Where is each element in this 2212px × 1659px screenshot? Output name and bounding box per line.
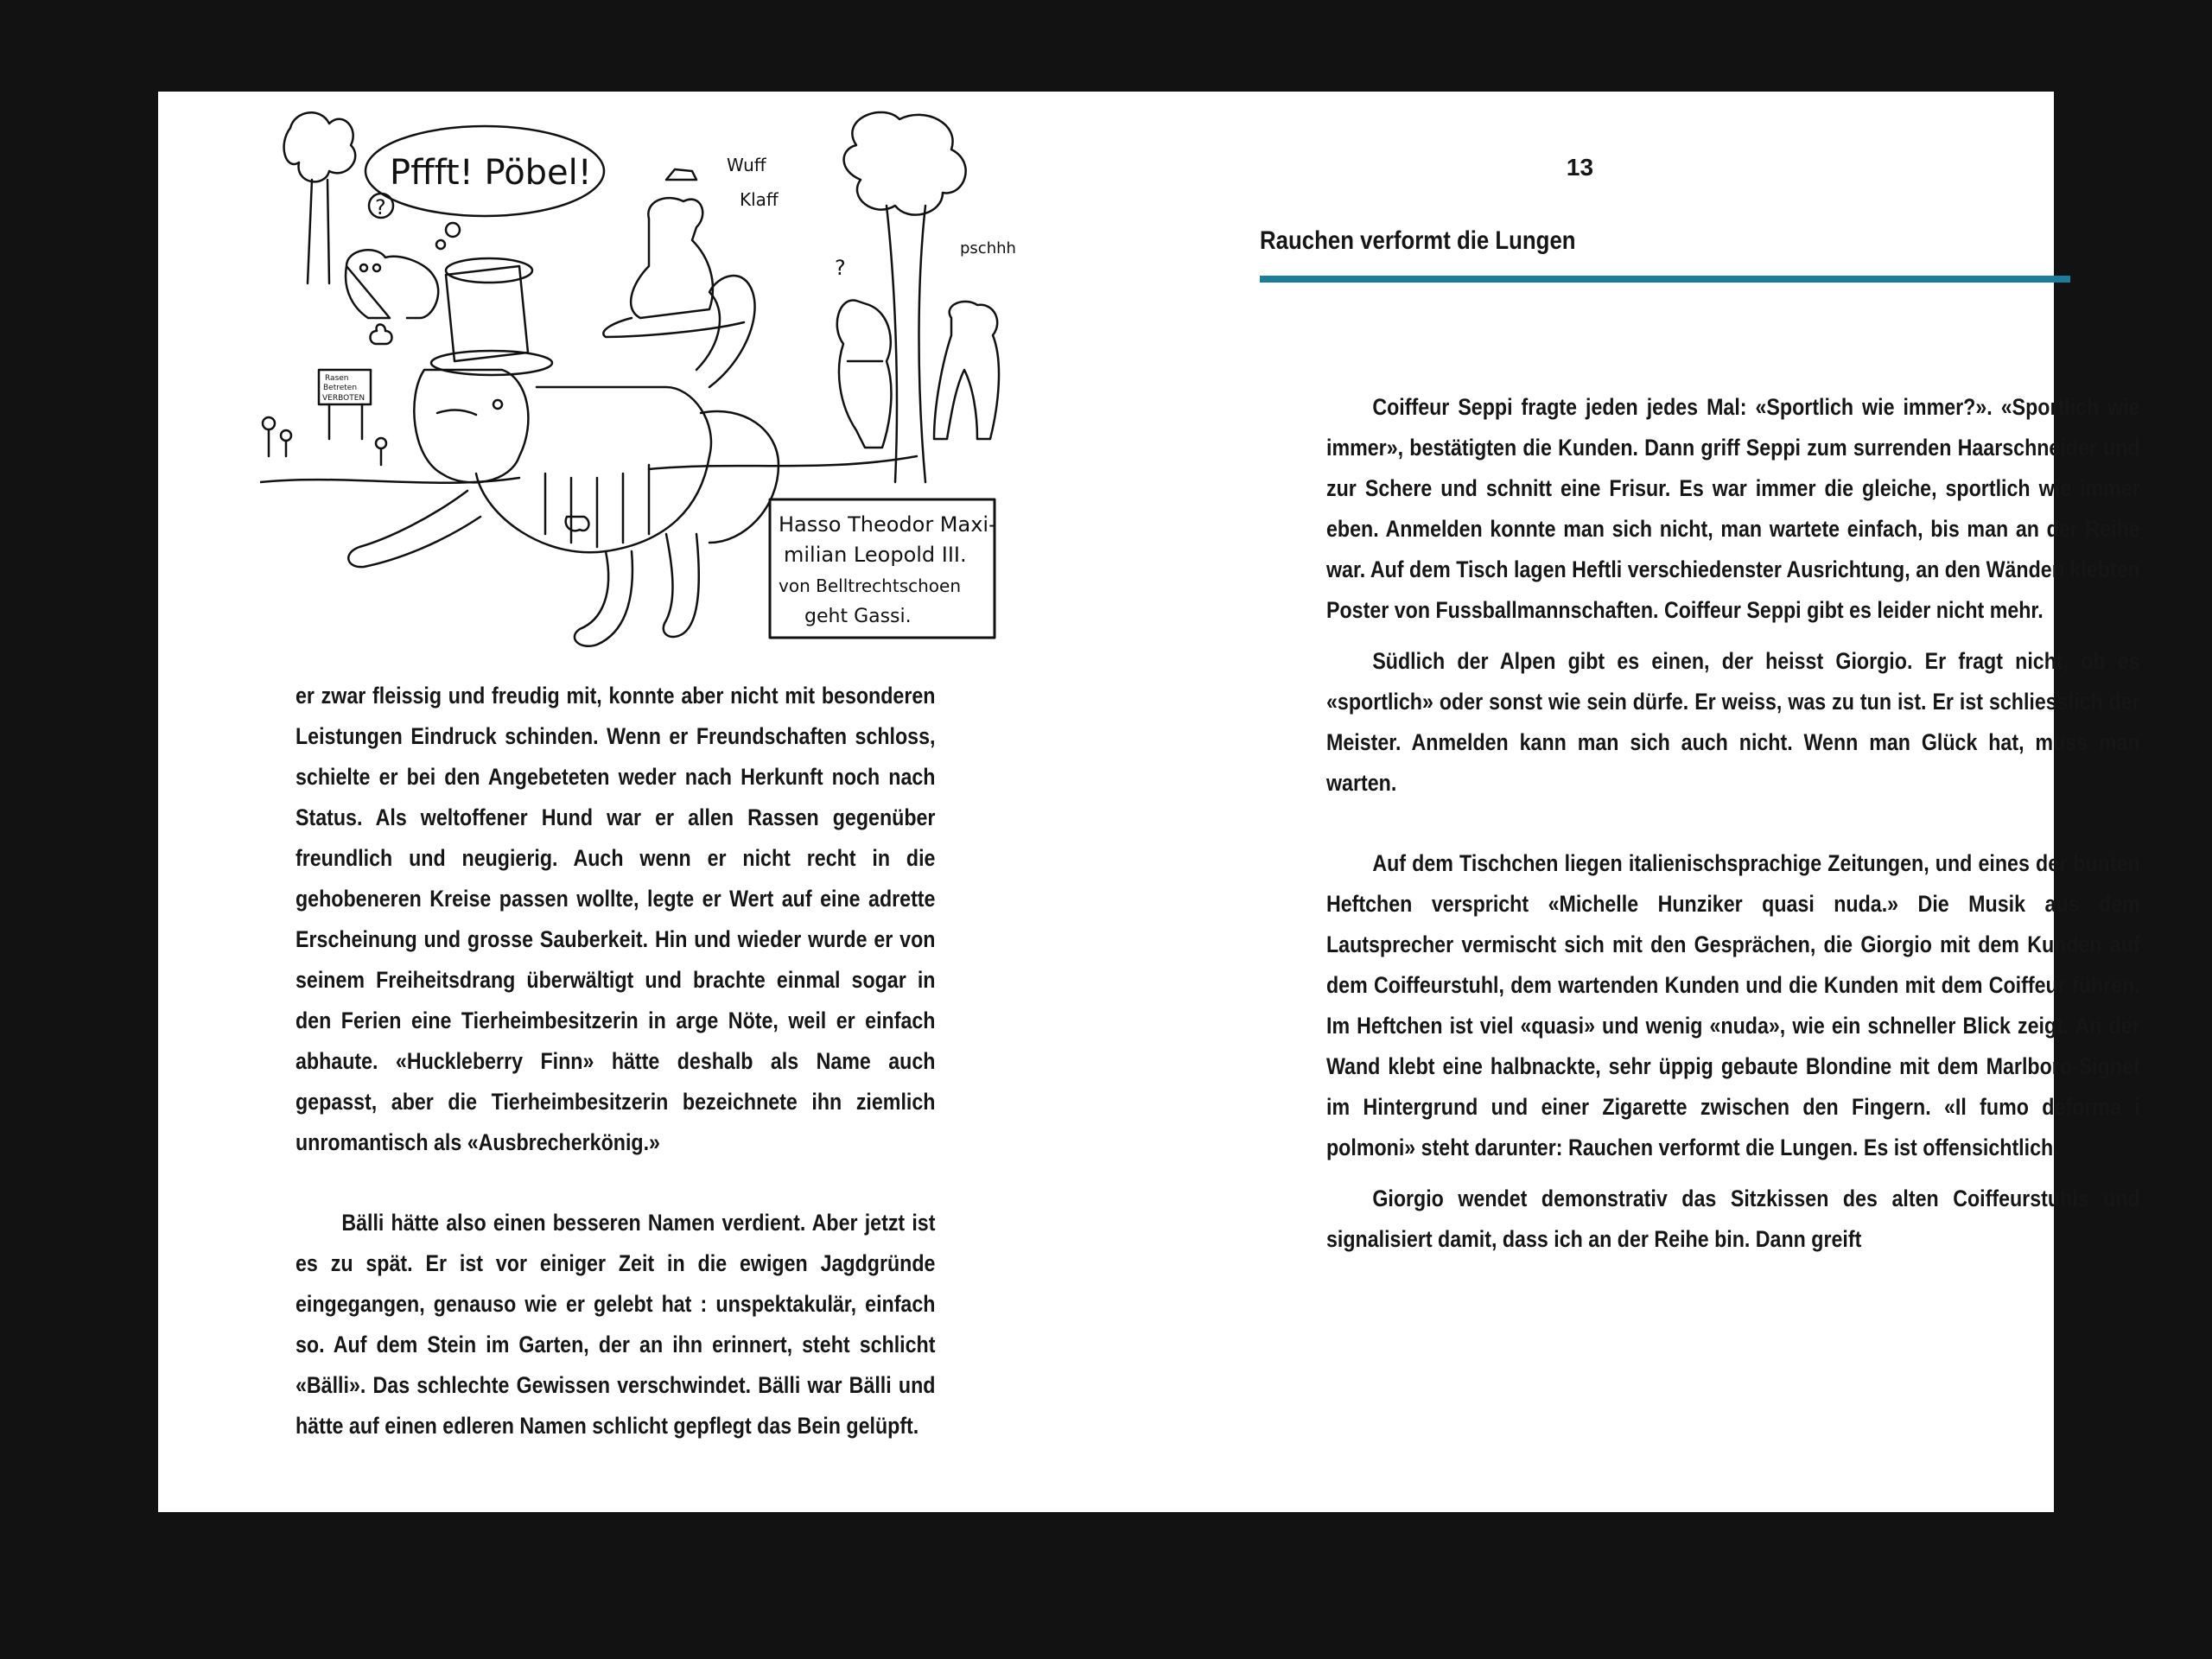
caption-box (770, 499, 996, 638)
sign-line-2: Betreten (323, 384, 358, 392)
sitting-dog-drawing (603, 155, 779, 337)
sound-pschhh: pschhh (960, 239, 1016, 257)
flowers-drawing (263, 417, 386, 465)
sign-line-1: Rasen (325, 374, 349, 383)
right-paragraph-4: Giorgio wendet demonstrativ das Sitzkissen des alten Coiffeurstuhls und signalisiert damit, dass ich an der Reihe bin. Dann greift (1326, 1185, 2140, 1252)
left-paragraph-2: Bälli hätte also einen besseren Namen verdient. Aber jetzt ist es zu spät. Er ist vor einiger Zeit in die ewigen Jagdgründe eingegangen, genauso wie er gelebt hat : unspektakulär, einfach so. Auf dem Stein im Garten, der an ihn erinnert, steht schlicht «Bälli». Das schlechte Gewissen verschwindet. Bälli war Bälli und hätte auf einen edleren Namen schlicht gepflegt das Bein gelüpft. (296, 1210, 936, 1439)
dog-walk-illustration (260, 111, 1046, 690)
sound-wuff: Wuff (727, 155, 766, 175)
page-number: 13 (1566, 154, 1594, 181)
left-paragraph-1: er zwar fleissig und freudig mit, konnte aber nicht mit besonderen Leistungen Eindruck schinden. Wenn er Freundschaften schloss, schielte er bei den Angebeteten weder nach Herkunft noch nach Status. Als weltoffener Hund war er allen Rassen gegenüber freundlich und neugierig. Auch wenn er nicht recht in die gehobeneren Kreise passen wollte, legte er Wert auf eine adrette Erscheinung und grosse Sauberkeit. Hin und wieder wurde er von seinem Freiheitsdrang überwältigt und brachte einmal sogar in den Ferien eine Tierheimbesitzerin in arge Nöte, weil er einfach abhaute. «Huckleberry Finn» hätte deshalb als Name auch gepasst, aber die Tierheimbesitzerin bezeichnete ihn ziemlich unromantisch als «Ausbrecherkönig.» (296, 683, 936, 1155)
big-dog-with-top-hat (348, 258, 779, 646)
left-page (158, 92, 1106, 1512)
sound-klaff: Klaff (740, 189, 779, 210)
question-mark-2: ? (835, 256, 846, 280)
caption-line-2: milian Leopold III. (784, 543, 967, 567)
question-mark-1: ? (375, 195, 386, 219)
speech-bubble-text: Pffft! Pöbel! (390, 153, 592, 193)
pug-dog-drawing (346, 250, 438, 318)
chapter-title-rule (1260, 276, 2070, 283)
caption-line-3: von Belltrechtschoen (779, 575, 961, 596)
thought-bubble (365, 126, 604, 249)
caption-line-1: Hasso Theodor Maxi- (779, 512, 996, 537)
right-page-body-text (1326, 387, 2140, 1260)
chapter-title: Rauchen verformt die Lungen (1260, 226, 1576, 255)
right-paragraph-3: Auf dem Tischchen liegen italienischsprachige Zeitungen, und eines der bunten Heftchen verspricht «Michelle Hunziker quasi nuda.» Die Musik aus dem Lautsprecher vermischt sich mit den Gesprächen, die Giorgio mit dem Kunden auf dem Coiffeurstuhl, dem wartenden Kunden und die Kunden mit dem Coiffeur führen. Im Heftchen ist viel «quasi» und wenig «nuda», wie ein schneller Blick zeigt. An der Wand klebt eine halbnackte, sehr üppig gebaute Blondine mit dem Marlboro-Signet im Hintergrund und einer Zigarette zwischen den Fingern. «Il fumo deforma i polmoni» steht darunter: Rauchen verformt die Lungen. Es ist offensichtlich. (1326, 850, 2140, 1160)
right-paragraph-1: Coiffeur Seppi fragte jeden jedes Mal: «Sportlich wie immer?». «Sportlich wie immer», bestätigten die Kunden. Dann griff Seppi zum surrenden Haarschneider und zur Schere und schnitt eine Frisur. Es war immer die gleiche, sportlich wie immer eben. Anmelden konnte man sich nicht, man wartete einfach, bis man an der Reihe war. Auf dem Tisch lagen Heftli verschiedenster Ausrichtung, an den Wänden klebten Poster von Fussballmannschaften. Coiffeur Seppi gibt es leider nicht mehr. (1326, 394, 2140, 623)
book-spread (158, 92, 2140, 1512)
poop-drawing (371, 325, 392, 345)
caption-line-4: geht Gassi. (804, 606, 912, 627)
left-page-body-text (296, 676, 935, 1446)
left-tree-drawing (284, 112, 356, 283)
lawn-sign (319, 370, 371, 439)
right-tree-drawing (835, 112, 1016, 482)
bulldog-drawing (837, 301, 892, 448)
ground-line (260, 456, 917, 483)
right-paragraph-2: Südlich der Alpen gibt es einen, der heisst Giorgio. Er fragt nicht, ob es «sportlich» oder sonst wie sein dürfe. Er weiss, was zu tun ist. Er ist schliesslich der Meister. Anmelden kann man sich auch nicht. Wenn man Glück hat, muss man warten. (1326, 648, 2140, 796)
sign-line-3: VERBOTEN (322, 394, 365, 403)
right-page (1106, 92, 2140, 1512)
shaggy-dog-drawing (934, 302, 999, 439)
